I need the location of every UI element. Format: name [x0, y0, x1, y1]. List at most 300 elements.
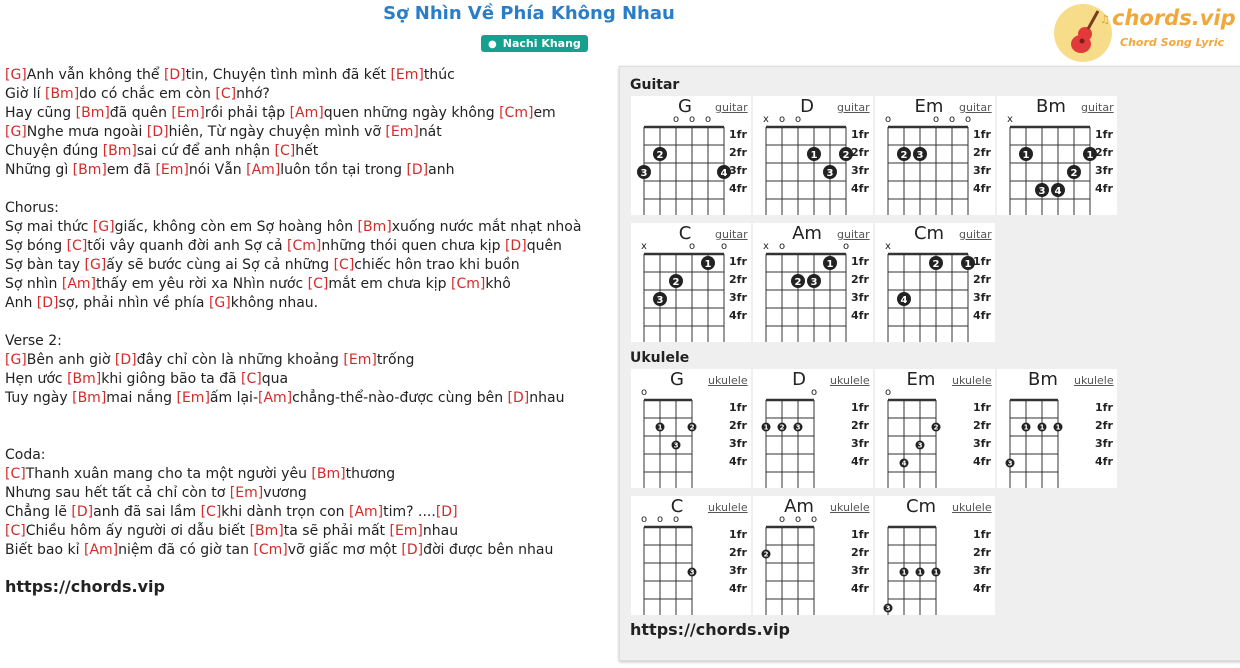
lyric-line — [5, 294, 610, 313]
chord-name: Em — [906, 369, 936, 390]
fret-labels — [973, 126, 991, 198]
lyric-text: đã quên — [109, 105, 172, 121]
lyric-text: chiếc hôn trao khi buồn — [354, 257, 520, 273]
svg-text:♫: ♫ — [1100, 13, 1110, 26]
fret-label: 2fr — [729, 146, 747, 159]
finger-number: 3 — [673, 441, 679, 450]
fret-label: 1fr — [973, 128, 991, 141]
lyric-text: Chẳng lẽ — [5, 504, 72, 520]
chord-link[interactable]: [D] — [114, 352, 137, 368]
fret-label: 1fr — [973, 255, 991, 268]
finger-number: 4 — [1054, 186, 1062, 197]
chord-link[interactable]: [D] — [71, 504, 94, 520]
lyric-text: tin, Chuyện tình mình đã kết — [185, 67, 391, 83]
fret-label: 4fr — [1095, 182, 1113, 195]
chord-link[interactable]: [G] — [5, 124, 27, 140]
lyric-text: khi dành trọn con — [221, 504, 349, 520]
lyric-text: quen những ngày không — [323, 105, 500, 121]
finger-number: 1 — [901, 568, 907, 577]
finger-number: 3 — [810, 277, 818, 288]
open-string-marker: o — [704, 114, 712, 125]
chord-link[interactable]: [Em] — [389, 523, 423, 539]
chord-link[interactable]: [G] — [84, 257, 107, 273]
fret-label: 2fr — [851, 273, 869, 286]
chord-link[interactable]: [C] — [5, 523, 26, 539]
chord-link[interactable]: [Bm] — [311, 466, 346, 482]
lyric-text: Bên anh giờ — [26, 352, 115, 368]
lyric-line — [5, 332, 610, 351]
lyric-text: Sợ bàn tay — [5, 257, 85, 273]
chord-link[interactable]: [Am] — [83, 542, 119, 558]
lyric-text: mắt em chưa kịp — [328, 276, 451, 292]
fret-labels — [973, 253, 991, 325]
finger-number: 3 — [1007, 459, 1013, 468]
fret-label: 4fr — [729, 455, 747, 468]
lyric-text: Chiều hôm ấy người ơi dẫu biết — [25, 523, 250, 539]
chord-name: Cm — [913, 223, 945, 244]
fret-label: 4fr — [729, 182, 747, 195]
chord-name: G — [670, 369, 684, 390]
lyric-text: mai nắng — [106, 390, 177, 406]
chord-card-guitar[interactable] — [753, 223, 873, 342]
lyric-text: Nghe mưa ngoài — [26, 124, 147, 140]
chord-link[interactable]: [Cm] — [253, 542, 288, 558]
finger-number: 3 — [885, 604, 891, 613]
fret-label: 1fr — [729, 401, 747, 414]
fret-labels — [729, 126, 747, 198]
chord-link[interactable]: [D] — [504, 238, 527, 254]
finger-number: 2 — [779, 423, 785, 432]
open-string-marker: o — [810, 387, 818, 398]
lyric-text: anh đã sai lầm — [93, 504, 201, 520]
instrument-link[interactable]: ukulele — [708, 501, 748, 514]
open-string-marker: o — [778, 514, 786, 525]
open-string-marker: o — [884, 114, 892, 125]
fret-label: 3fr — [851, 164, 869, 177]
lyric-text: luôn tồn tại trong — [280, 162, 407, 178]
fret-label: 3fr — [973, 437, 991, 450]
chord-link[interactable]: [D] — [406, 162, 429, 178]
fret-label: 2fr — [729, 419, 747, 432]
fret-label: 2fr — [973, 419, 991, 432]
finger-number: 3 — [1038, 186, 1046, 197]
lyric-text: ấy sẽ bước cùng ai Sợ cả những — [106, 257, 334, 273]
muted-string-marker: x — [885, 241, 891, 252]
fret-label: 3fr — [729, 164, 747, 177]
site-url-link[interactable]: https://chords.vip — [630, 620, 790, 639]
lyric-text: Sợ nhìn — [5, 276, 62, 292]
chord-card-guitar[interactable] — [631, 96, 751, 215]
open-string-marker: o — [688, 241, 696, 252]
chord-link[interactable]: [C] — [307, 276, 329, 292]
chord-card-ukulele[interactable] — [631, 369, 751, 488]
lyric-line — [5, 351, 610, 370]
fret-label: 2fr — [851, 546, 869, 559]
fret-label: 2fr — [729, 546, 747, 559]
fret-label: 4fr — [851, 309, 869, 322]
finger-number: 3 — [640, 168, 648, 179]
instrument-link[interactable]: ukulele — [708, 374, 748, 387]
fret-labels — [851, 399, 869, 471]
fret-label: 2fr — [1095, 419, 1113, 432]
lyric-text: tối vây quanh đời anh Sợ cả — [87, 238, 288, 254]
chord-link[interactable]: [D] — [435, 504, 458, 520]
lyric-line — [5, 503, 610, 522]
chord-link[interactable]: [Em] — [229, 485, 264, 501]
chord-name: Am — [784, 496, 814, 517]
chord-link[interactable]: [Cm] — [287, 238, 322, 254]
lyric-text: nhau — [529, 390, 565, 406]
chord-link[interactable]: [C] — [333, 257, 355, 273]
chord-name: Bm — [1028, 369, 1058, 390]
lyric-text: em — [533, 105, 556, 121]
lyric-text: Sợ mai thức — [5, 219, 93, 235]
chord-link[interactable]: [Bm] — [72, 390, 107, 406]
instrument-link[interactable]: ukulele — [952, 501, 992, 514]
chord-link[interactable]: [Bm] — [75, 105, 110, 121]
lyric-text: xuống nước mắt nhạt nhoà — [391, 219, 582, 235]
fret-label: 3fr — [851, 437, 869, 450]
artist-badge[interactable] — [481, 35, 588, 52]
chord-card-ukulele[interactable] — [753, 496, 873, 615]
fret-label: 1fr — [851, 128, 869, 141]
chord-card-guitar[interactable] — [997, 96, 1117, 215]
lyric-text: thấy em yêu rời xa Nhìn nước — [96, 276, 308, 292]
finger-number: 2 — [933, 423, 939, 432]
fret-labels — [973, 526, 991, 598]
lyric-line — [5, 275, 610, 294]
lyric-text: sai cứ để anh nhận — [136, 143, 275, 159]
chord-name: Cm — [905, 496, 937, 517]
chord-link[interactable]: [Am] — [258, 390, 293, 406]
chord-link[interactable]: [Bm] — [102, 143, 137, 159]
lyric-text: anh — [428, 162, 455, 178]
lyric-text: do có chắc em còn — [79, 86, 216, 102]
chord-link[interactable]: [C] — [66, 238, 88, 254]
instrument-link[interactable]: guitar — [959, 101, 992, 114]
lyric-line — [5, 199, 610, 218]
finger-number: 2 — [932, 259, 940, 270]
instrument-link[interactable]: ukulele — [830, 374, 870, 387]
instrument-link[interactable]: guitar — [959, 228, 992, 241]
fret-label: 4fr — [1095, 455, 1113, 468]
lyric-text: nát — [418, 124, 442, 140]
lyric-line — [5, 465, 610, 484]
instrument-link[interactable]: guitar — [837, 101, 870, 114]
finger-number: 2 — [794, 277, 802, 288]
chord-link[interactable]: [Bm] — [72, 162, 107, 178]
chord-card-ukulele[interactable] — [875, 496, 995, 615]
lyric-text: Hay cũng — [5, 105, 76, 121]
chord-link[interactable]: [C] — [5, 466, 26, 482]
song-title: Sợ Nhìn Về Phía Không Nhau — [383, 3, 675, 24]
lyric-text: nói Vẫn — [188, 162, 247, 178]
fret-labels — [973, 399, 991, 471]
fret-label: 4fr — [729, 309, 747, 322]
fret-labels — [1095, 126, 1113, 198]
muted-string-marker: x — [763, 241, 769, 252]
finger-number: 2 — [656, 150, 664, 161]
fret-label: 1fr — [729, 128, 747, 141]
lyric-text: Chuyện đúng — [5, 143, 103, 159]
fret-label: 3fr — [729, 564, 747, 577]
fret-label: 2fr — [729, 273, 747, 286]
finger-number: 1 — [763, 423, 769, 432]
lyric-text: hết — [295, 143, 319, 159]
finger-number: 2 — [1070, 168, 1078, 179]
chord-card-ukulele[interactable] — [631, 496, 751, 615]
chord-link[interactable]: [Bm] — [44, 86, 80, 102]
open-string-marker: o — [720, 241, 728, 252]
finger-number: 1 — [1086, 150, 1094, 161]
lyric-text: rồi phải tập — [204, 105, 290, 121]
chord-link[interactable]: [C] — [200, 504, 222, 520]
lyric-text: em đã — [106, 162, 156, 178]
finger-number: 1 — [1023, 423, 1029, 432]
chord-link[interactable]: [Em] — [390, 67, 424, 83]
chord-card-guitar[interactable] — [631, 223, 751, 342]
lyric-text: quên — [526, 238, 562, 254]
fret-label: 4fr — [973, 582, 991, 595]
chord-card-ukulele[interactable] — [875, 369, 995, 488]
open-string-marker: o — [964, 114, 972, 125]
finger-number: 4 — [901, 459, 907, 468]
open-string-marker: o — [884, 387, 892, 398]
lyric-line — [5, 85, 610, 104]
fret-label: 3fr — [973, 291, 991, 304]
site-logo[interactable] — [1054, 3, 1234, 63]
instrument-link[interactable]: guitar — [715, 101, 748, 114]
chord-link[interactable]: [Cm] — [499, 105, 534, 121]
finger-number: 2 — [900, 150, 908, 161]
chord-link[interactable]: [Em] — [171, 105, 205, 121]
lyric-text: không nhau. — [230, 295, 319, 311]
lyric-text: Thanh xuân mang cho ta một người yêu — [25, 466, 312, 482]
finger-number: 3 — [656, 295, 664, 306]
chord-link[interactable]: [C] — [241, 371, 262, 387]
fret-label: 4fr — [851, 455, 869, 468]
lyric-line — [5, 541, 610, 560]
chord-link[interactable]: [G] — [5, 67, 27, 83]
fret-label: 1fr — [851, 401, 869, 414]
finger-number: 3 — [917, 441, 923, 450]
lyric-text: Hẹn ước — [5, 371, 68, 387]
lyric-text: Anh vẫn không thể — [26, 67, 164, 83]
fret-label: 2fr — [973, 146, 991, 159]
muted-string-marker: x — [641, 241, 647, 252]
finger-number: 1 — [826, 259, 834, 270]
lyric-text: đây chỉ còn là những khoảng — [136, 352, 344, 368]
muted-string-marker: x — [763, 114, 769, 125]
chord-link[interactable]: [C] — [274, 143, 296, 159]
instrument-link[interactable]: ukulele — [952, 374, 992, 387]
lyric-line — [5, 389, 610, 408]
fret-label: 4fr — [851, 582, 869, 595]
lyric-line — [5, 522, 610, 541]
chord-link[interactable]: [D] — [507, 390, 530, 406]
lyric-text: qua — [261, 371, 289, 387]
chord-link[interactable]: [Bm] — [249, 523, 284, 539]
fret-label: 4fr — [973, 455, 991, 468]
lyric-text: những thói quen chưa kịp — [321, 238, 505, 254]
fret-label: 3fr — [851, 564, 869, 577]
instrument-link[interactable]: ukulele — [830, 501, 870, 514]
chord-link[interactable]: [D] — [146, 124, 169, 140]
chord-card-guitar[interactable] — [753, 96, 873, 215]
chord-link[interactable]: [Cm] — [450, 276, 486, 292]
open-string-marker: o — [778, 114, 786, 125]
site-url-link[interactable]: https://chords.vip — [5, 577, 165, 596]
fret-label: 1fr — [729, 255, 747, 268]
chord-link[interactable]: [D] — [163, 67, 186, 83]
lyric-line — [5, 104, 610, 123]
chord-link[interactable]: [Am] — [246, 162, 281, 178]
lyric-text: khi giông bão ta đã — [101, 371, 242, 387]
fret-labels — [729, 399, 747, 471]
open-string-marker: o — [810, 514, 818, 525]
finger-number: 1 — [1022, 150, 1030, 161]
chord-link[interactable]: [Am] — [348, 504, 384, 520]
chord-link[interactable]: [Em] — [176, 390, 210, 406]
lyric-text: Giờ lí — [5, 86, 45, 102]
lyric-text: Sợ bóng — [5, 238, 67, 254]
open-string-marker: o — [948, 114, 956, 125]
open-string-marker: o — [672, 114, 680, 125]
finger-number: 1 — [810, 150, 818, 161]
finger-number: 3 — [795, 423, 801, 432]
fret-label: 4fr — [729, 582, 747, 595]
instrument-link[interactable]: guitar — [715, 228, 748, 241]
chord-name: D — [800, 96, 814, 117]
chord-link[interactable]: [G] — [92, 219, 115, 235]
instrument-link[interactable]: ukulele — [1074, 374, 1114, 387]
instrument-link[interactable]: guitar — [1081, 101, 1114, 114]
chord-name: Am — [792, 223, 822, 244]
ukulele-section-label: Ukulele — [630, 350, 690, 366]
chord-link[interactable]: [D] — [401, 542, 424, 558]
lyric-line — [5, 370, 610, 389]
open-string-marker: o — [640, 514, 648, 525]
lyric-text: hiên, Từ ngày chuyện mình vỡ — [168, 124, 386, 140]
lyric-text: ta sẽ phải mất — [283, 523, 390, 539]
chord-link[interactable]: [Em] — [343, 352, 377, 368]
open-string-marker: o — [640, 387, 648, 398]
chord-link[interactable]: [Em] — [385, 124, 419, 140]
lyric-text: chẳng-thể-nào-được cùng bên — [292, 390, 508, 406]
lyric-text: trống — [376, 352, 415, 368]
lyric-text: vỡ giấc mơ một — [287, 542, 402, 558]
fret-label: 3fr — [729, 437, 747, 450]
chord-card-ukulele[interactable] — [997, 369, 1117, 488]
muted-string-marker: x — [1007, 114, 1013, 125]
lyric-text: Tuy ngày — [5, 390, 73, 406]
chord-card-guitar[interactable] — [875, 223, 995, 342]
chord-link[interactable]: [Bm] — [67, 371, 102, 387]
chord-name: C — [678, 223, 692, 244]
fret-label: 4fr — [973, 182, 991, 195]
finger-number: 4 — [720, 168, 728, 179]
chord-link[interactable]: [C] — [215, 86, 237, 102]
fret-labels — [1095, 399, 1113, 471]
instrument-link[interactable]: guitar — [837, 228, 870, 241]
chord-name: D — [792, 369, 806, 390]
open-string-marker: o — [794, 514, 802, 525]
lyric-text: Biết bao kỉ — [5, 542, 84, 558]
lyric-text: Anh — [5, 295, 37, 311]
fret-label: 1fr — [1095, 401, 1113, 414]
fret-label: 1fr — [973, 528, 991, 541]
lyric-line — [5, 66, 610, 85]
fret-labels — [851, 526, 869, 598]
lyrics-block — [5, 66, 610, 560]
finger-number: 2 — [763, 550, 769, 559]
chord-card-guitar[interactable] — [875, 96, 995, 215]
chord-name: C — [670, 496, 684, 517]
guitar-section-label: Guitar — [630, 77, 680, 93]
fret-label: 1fr — [729, 528, 747, 541]
lyric-text: Những gì — [5, 162, 73, 178]
chord-link[interactable]: [G] — [5, 352, 27, 368]
lyric-text: niệm đã có giờ tan — [118, 542, 254, 558]
fret-label: 3fr — [973, 164, 991, 177]
finger-number: 1 — [657, 423, 663, 432]
fret-label: 4fr — [851, 182, 869, 195]
lyric-text: Coda: — [5, 447, 46, 463]
logo-brand: chords.vip — [1112, 6, 1236, 30]
lyric-line — [5, 484, 610, 503]
lyric-line — [5, 161, 610, 180]
finger-number: 1 — [1055, 423, 1061, 432]
chord-link[interactable]: [Am] — [61, 276, 97, 292]
fret-label: 2fr — [851, 146, 869, 159]
lyric-text: khô — [485, 276, 511, 292]
fret-label: 3fr — [1095, 437, 1113, 450]
chord-link[interactable]: [G] — [208, 295, 231, 311]
fret-label: 3fr — [1095, 164, 1113, 177]
open-string-marker: o — [932, 114, 940, 125]
open-string-marker: o — [778, 241, 786, 252]
lyric-text: sợ, phải nhìn về phía — [58, 295, 209, 311]
chord-diagrams-panel — [619, 66, 1240, 661]
fret-labels — [729, 526, 747, 598]
chord-link[interactable]: [D] — [36, 295, 59, 311]
chord-link[interactable]: [Bm] — [357, 219, 392, 235]
finger-number: 2 — [842, 150, 850, 161]
lyric-text: tim? .... — [383, 504, 436, 520]
finger-number: 1 — [933, 568, 939, 577]
fret-label: 2fr — [851, 419, 869, 432]
open-string-marker: o — [656, 514, 664, 525]
open-string-marker: o — [842, 241, 850, 252]
lyric-line — [5, 142, 610, 161]
finger-number: 3 — [826, 168, 834, 179]
lyric-text: Verse 2: — [5, 333, 62, 349]
finger-number: 2 — [672, 277, 680, 288]
chord-link[interactable]: [Am] — [289, 105, 324, 121]
chord-link[interactable]: [Em] — [155, 162, 189, 178]
chord-card-ukulele[interactable] — [753, 369, 873, 488]
fret-label: 3fr — [851, 291, 869, 304]
lyric-text: ấm lại- — [209, 390, 258, 406]
finger-number: 1 — [964, 259, 972, 270]
lyric-line — [5, 218, 610, 237]
fret-label: 3fr — [973, 564, 991, 577]
lyric-line — [5, 313, 610, 332]
lyric-line — [5, 123, 610, 142]
finger-number: 1 — [704, 259, 712, 270]
artist-name: Nachi Khang — [502, 37, 581, 50]
lyric-text: Nhưng sau hết tất cả chỉ còn tơ — [5, 485, 230, 501]
